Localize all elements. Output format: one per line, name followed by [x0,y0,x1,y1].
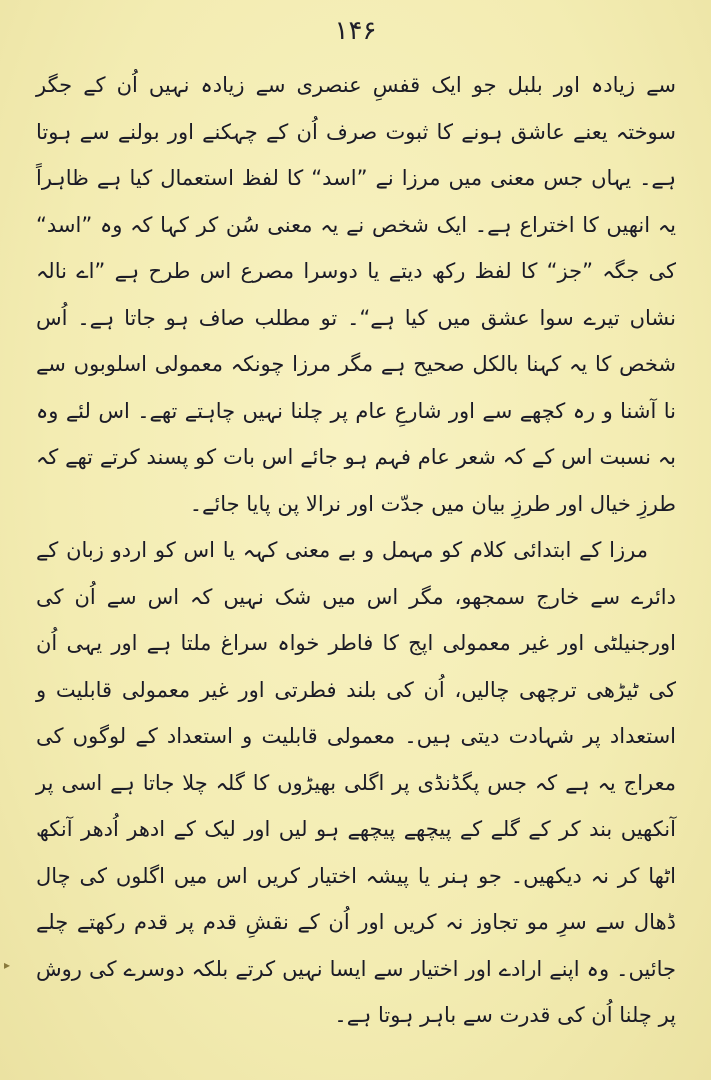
paragraph-1: سے زیادہ اور بلبل جو ایک قفسِ عنصری سے زیادہ نہیں اُن کے جگر سوختہ یعنے عاشق ہونے کا ثبوت صرف اُن کے چہکنے اور بولنے سے ہوتا ہے۔ یہاں جس معنی میں مرزا نے ”اسد“ کا لفظ استعمال کیا ہے ظاہراً یہ انھیں کا اختراع ہے۔ ایک شخص نے یہ معنی سُن کر کہا کہ وہ ”اسد“ کی جگہ ”جز“ کا لفظ رکھ دیتے یا دوسرا مصرع اس طرح ہے ”اے نالہ نشاں تیرے سوا عشق میں کیا ہے“۔ تو مطلب صاف ہو جاتا ہے۔ اُس شخص کا یہ کہنا بالکل صحیح ہے مگر مرزا چونکہ معمولی اسلوبوں سے نا آشنا و رہ کچھے سے اور شارعِ عام پر چلنا نہیں چاہتے تھے۔ اس لئے وہ بہ نسبت اس کے کہ شعر عام فہم ہو جائے اس بات کو پسند کرتے تھے کہ طرزِ خیال اور طرزِ بیان میں جدّت اور نرالا پن پایا جائے۔ [36,73,676,516]
page-body [36,62,676,1039]
page-number: ۱۴۶ [334,16,377,46]
paragraph-2: مرزا کے ابتدائی کلام کو مہمل و بے معنی کہہ یا اس کو اردو زبان کے دائرے سے خارج سمجھو، مگر اس میں شک نہیں کہ اس سے اُن کی اورجنیلٹی اور غیر معمولی اپج کا فاطر خواہ سراغ ملتا ہے اور یہی اُن کی ٹیڑھی ترچھی چالیں، اُن کی بلند فطرتی اور غیر معمولی قابلیت و استعداد پر شہادت دیتی ہیں۔ معمولی قابلیت و استعداد کے لوگوں کی معراج یہ ہے کہ جس پگڈنڈی پر اگلی بھیڑوں کا گلہ چلا جاتا ہے اسی پر آنکھیں بند کر کے گلے کے پیچھے پیچھے ہو لیں اور لیک کے ادھر اُدھر آنکھ اٹھا کر نہ دیکھیں۔ جو ہنر یا پیشہ اختیار کریں اس میں اگلوں کی چال ڈھال سے سرِ مو تجاوز نہ کریں اور اُن کے نقشِ قدم پر قدم رکھتے چلے جائیں۔ وہ اپنے ارادے اور اختیار سے ایسا نہیں کرتے بلکہ دوسرے کی روش پر چلنا اُن کی قدرت سے باہر ہوتا ہے۔ [36,538,676,1027]
page-edge-mark-icon: ▸ [4,958,11,972]
